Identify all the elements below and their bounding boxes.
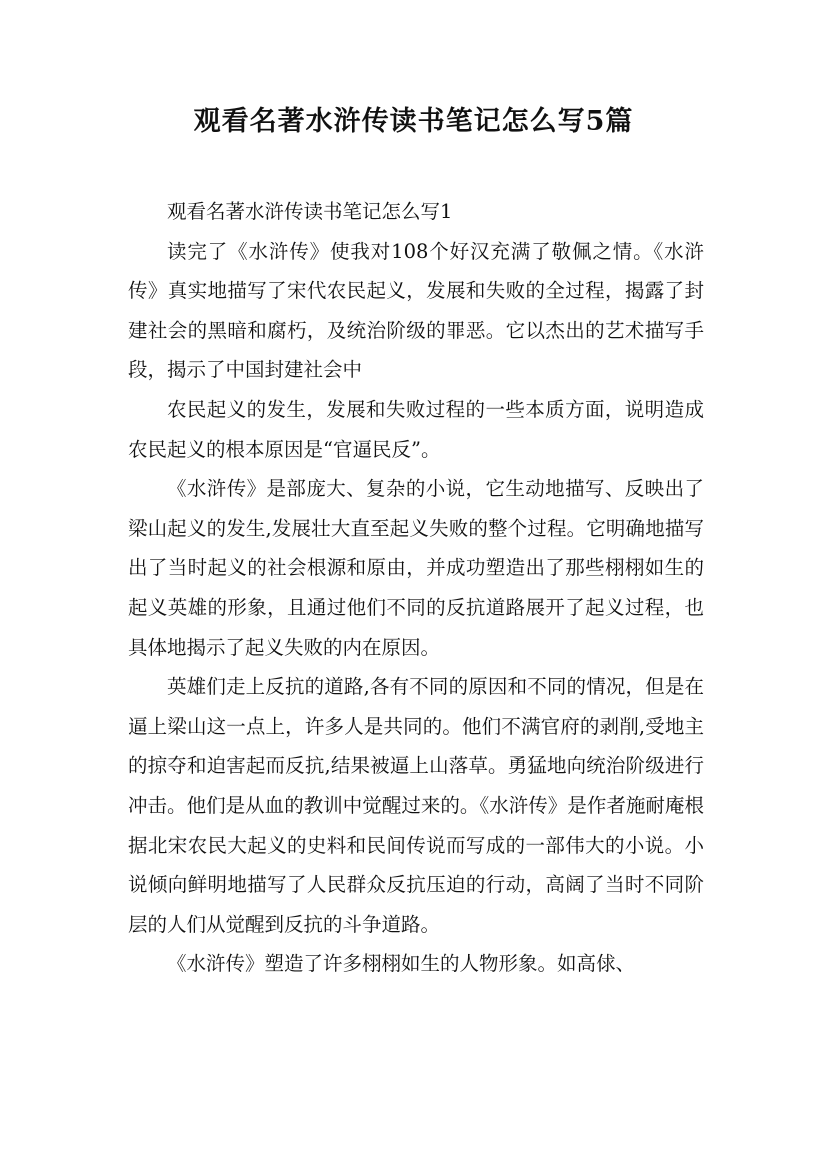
body-paragraph: 读完了《水浒传》使我对108个好汉充满了敬佩之情。《水浒传》真实地描写了宋代农民起义，发展和失败的全过程，揭露了封建社会的黑暗和腐朽，及统治阶级的罪恶。它以杰出的艺术描写手段，揭示了中国封建社会中	[128, 239, 704, 382]
body-paragraph: 《水浒传》是部庞大、复杂的小说，它生动地描写、反映出了梁山起义的发生,发展壮大直至起义失败的整个过程。它明确地描写出了当时起义的社会根源和原由，并成功塑造出了那些栩栩如生的起义英雄的形象，且通过他们不同的反抗道路展开了起义过程，也具体地揭示了起义失败的内在原因。	[128, 477, 704, 659]
body-paragraph-section-heading: 观看名著水浒传读书笔记怎么写1	[167, 200, 453, 223]
body-paragraph: 农民起义的发生，发展和失败过程的一些本质方面，说明造成农民起义的根本原因是“官逼民反”。	[128, 397, 704, 461]
document-body	[128, 192, 704, 984]
body-paragraph: 《水浒传》塑造了许多栩栩如生的人物形象。如高俅、	[167, 952, 636, 976]
document-title: 观看名著水浒传读书笔记怎么写5篇	[193, 106, 634, 137]
body-paragraph: 英雄们走上反抗的道路,各有不同的原因和不同的情况，但是在逼上梁山这一点上，许多人是共同的。他们不满官府的剥削,受地主的掠夺和迫害起而反抗,结果被逼上山落草。勇猛地向统治阶级进行冲击。他们是从血的教训中觉醒过来的。《水浒传》是作者施耐庵根据北宋农民大起义的史料和民间传说而写成的一部伟大的小说。小说倾向鲜明地描写了人民群众反抗压迫的行动，高阔了当时不同阶层的人们从觉醒到反抗的斗争道路。	[128, 675, 704, 936]
